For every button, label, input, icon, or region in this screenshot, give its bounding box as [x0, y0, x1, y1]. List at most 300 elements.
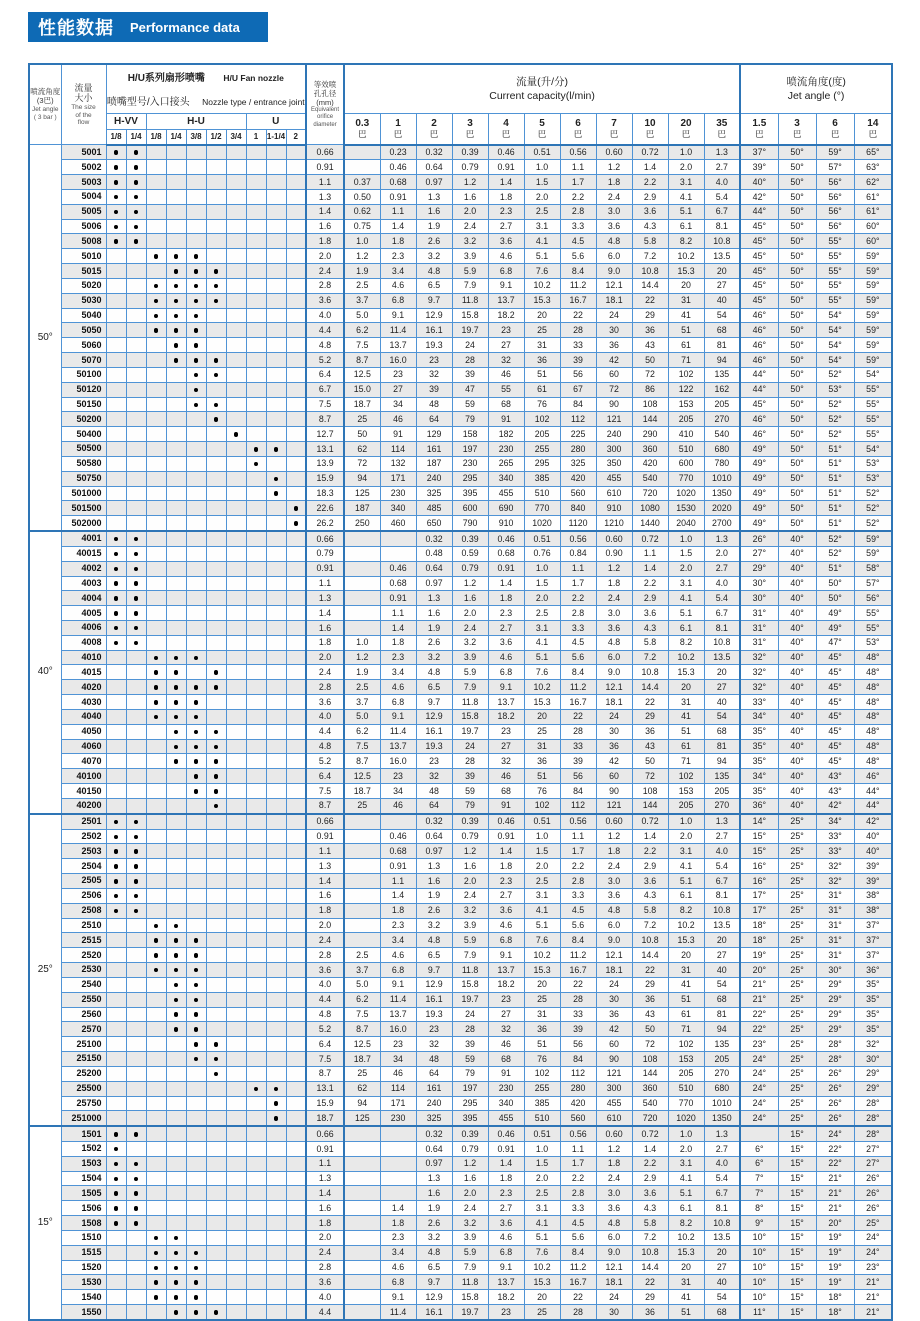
- flow-cell: 6.8: [380, 1275, 416, 1290]
- dot-cell: [186, 427, 206, 442]
- flow-cell: 6.8: [488, 933, 524, 948]
- dot-cell: [206, 1081, 226, 1096]
- dot-marker: [194, 254, 199, 259]
- jet-angle-cell: 54°: [816, 338, 854, 353]
- jet-angle-cell: 25°: [854, 1216, 892, 1231]
- orifice-cell: 8.7: [306, 798, 344, 813]
- dot-cell: [266, 1230, 286, 1245]
- flow-cell: 1.6: [452, 189, 488, 204]
- flow-cell: 0.60: [596, 814, 632, 829]
- table-row: [29, 1052, 892, 1067]
- jet-angle-cell: 55°: [854, 606, 892, 621]
- table-row: [29, 724, 892, 739]
- flow-cell: [344, 561, 380, 576]
- dot-cell: [266, 635, 286, 650]
- dot-cell: [226, 918, 246, 933]
- flow-cell: 1.1: [560, 160, 596, 175]
- dot-cell: [206, 1171, 226, 1186]
- flow-cell: 910: [488, 516, 524, 531]
- table-row: [29, 1126, 892, 1141]
- flow-cell: 4.6: [380, 680, 416, 695]
- flow-cell: 18.2: [488, 977, 524, 992]
- jet-angle-cell: 50°: [778, 160, 816, 175]
- flow-cell: 18.7: [344, 784, 380, 799]
- flow-cell: 0.76: [524, 546, 560, 561]
- dot-marker: [174, 1236, 179, 1241]
- flow-cell: 79: [452, 798, 488, 813]
- dot-marker: [114, 1132, 119, 1137]
- dot-cell: [106, 249, 126, 264]
- dot-cell: [206, 874, 226, 889]
- jet-angle-cell: 52°: [816, 546, 854, 561]
- model-cell: 50100: [61, 367, 106, 382]
- dot-cell: [226, 1245, 246, 1260]
- entrance-size-1: 1/4: [126, 130, 146, 145]
- table-row: [29, 1156, 892, 1171]
- dot-cell: [206, 471, 226, 486]
- flow-cell: 240: [416, 471, 452, 486]
- flow-cell: 16.7: [560, 293, 596, 308]
- dot-cell: [166, 754, 186, 769]
- flow-cell: 7.9: [452, 680, 488, 695]
- dot-cell: [266, 175, 286, 190]
- flow-cell: 28: [560, 724, 596, 739]
- dot-cell: [286, 367, 306, 382]
- table-row: [29, 175, 892, 190]
- flow-cell: 205: [524, 427, 560, 442]
- flow-cell: 2040: [668, 516, 704, 531]
- model-cell: 1515: [61, 1245, 106, 1260]
- dot-cell: [106, 1305, 126, 1320]
- flow-cell: 20: [668, 948, 704, 963]
- dot-cell: [206, 621, 226, 636]
- flow-cell: 18.7: [344, 1052, 380, 1067]
- dot-marker: [154, 1280, 159, 1285]
- flow-cell: 1.8: [380, 635, 416, 650]
- flow-cell: 5.1: [668, 606, 704, 621]
- flow-cell: 18.7: [344, 397, 380, 412]
- flow-cell: 71: [668, 754, 704, 769]
- dot-cell: [126, 1201, 146, 1216]
- dot-cell: [226, 427, 246, 442]
- dot-cell: [286, 249, 306, 264]
- dot-cell: [146, 576, 166, 591]
- jet-angle-cell: 15°: [778, 1260, 816, 1275]
- jet-angle-cell: 26°: [816, 1081, 854, 1096]
- flow-cell: 20: [524, 308, 560, 323]
- flow-cell: 30: [596, 323, 632, 338]
- table-row: [29, 769, 892, 784]
- flow-cell: 1.1: [560, 829, 596, 844]
- table-row: [29, 442, 892, 457]
- model-cell: 4030: [61, 695, 106, 710]
- flow-cell: 6.1: [668, 219, 704, 234]
- jet-angle-cell: 44°: [740, 204, 778, 219]
- jet-angle-cell: 18°: [816, 1290, 854, 1305]
- jet-angle-cell: 45°: [740, 264, 778, 279]
- model-cell: 50400: [61, 427, 106, 442]
- dot-marker: [134, 1206, 139, 1211]
- table-row: [29, 829, 892, 844]
- dot-cell: [186, 561, 206, 576]
- table-row: [29, 754, 892, 769]
- dot-cell: [146, 963, 166, 978]
- flow-cell: 2.6: [416, 1216, 452, 1231]
- flow-cell: 2020: [704, 501, 740, 516]
- dot-cell: [106, 888, 126, 903]
- dot-cell: [106, 1096, 126, 1111]
- dot-cell: [126, 933, 146, 948]
- dot-cell: [206, 278, 226, 293]
- dot-cell: [126, 427, 146, 442]
- flow-cell: 3.4: [380, 1245, 416, 1260]
- jet-angle-cell: 6°: [740, 1141, 778, 1156]
- flow-cell: 32: [488, 1022, 524, 1037]
- table-row: [29, 561, 892, 576]
- dot-marker: [114, 165, 119, 170]
- dot-cell: [166, 784, 186, 799]
- flow-cell: 3.1: [524, 888, 560, 903]
- flow-cell: 1.4: [488, 844, 524, 859]
- jet-angle-cell: 29°: [816, 1007, 854, 1022]
- orifice-cell: 4.4: [306, 724, 344, 739]
- dot-marker: [114, 1206, 119, 1211]
- jet-angle-cell: 54°: [816, 308, 854, 323]
- flow-cell: 2.7: [704, 561, 740, 576]
- jet-angle-cell: 45°: [816, 680, 854, 695]
- flow-cell: 295: [452, 1096, 488, 1111]
- dot-cell: [126, 1141, 146, 1156]
- model-cell: 50150: [61, 397, 106, 412]
- flow-cell: 4.8: [416, 1245, 452, 1260]
- flow-cell: 9.7: [416, 695, 452, 710]
- model-cell: 5015: [61, 264, 106, 279]
- jet-angle-cell: 25°: [778, 1052, 816, 1067]
- flow-cell: 11.8: [452, 963, 488, 978]
- dot-cell: [186, 903, 206, 918]
- dot-cell: [206, 903, 226, 918]
- dot-cell: [246, 456, 266, 471]
- flow-cell: 0.46: [488, 145, 524, 160]
- flow-cell: 2.5: [344, 948, 380, 963]
- dot-marker: [114, 835, 119, 840]
- flow-cell: 0.46: [380, 561, 416, 576]
- dot-marker: [134, 864, 139, 869]
- flow-cell: 1.8: [596, 1156, 632, 1171]
- dot-cell: [286, 874, 306, 889]
- model-cell: 4040: [61, 709, 106, 724]
- dot-cell: [286, 695, 306, 710]
- table-row: [29, 145, 892, 160]
- jet-angle-cell: 40°: [778, 724, 816, 739]
- dot-cell: [286, 798, 306, 813]
- flow-cell: 22: [560, 308, 596, 323]
- flow-cell: 1.9: [416, 1201, 452, 1216]
- dot-marker: [194, 685, 199, 690]
- jet-angle-cell: 40°: [778, 798, 816, 813]
- jet-angle-cell: 31°: [740, 606, 778, 621]
- dot-cell: [286, 412, 306, 427]
- dot-marker: [174, 358, 179, 363]
- dot-cell: [266, 353, 286, 368]
- dot-cell: [106, 874, 126, 889]
- dot-cell: [106, 323, 126, 338]
- dot-cell: [266, 1290, 286, 1305]
- dot-cell: [126, 501, 146, 516]
- flow-cell: 51: [668, 724, 704, 739]
- jet-angle-cell: 45°: [740, 234, 778, 249]
- dot-cell: [166, 1141, 186, 1156]
- dot-cell: [126, 1081, 146, 1096]
- dot-cell: [206, 204, 226, 219]
- flow-cell: 102: [668, 1037, 704, 1052]
- dot-cell: [126, 903, 146, 918]
- flow-cell: 0.97: [416, 175, 452, 190]
- dot-cell: [106, 501, 126, 516]
- flow-cell: 0.51: [524, 145, 560, 160]
- dot-cell: [246, 650, 266, 665]
- dot-cell: [266, 501, 286, 516]
- jet-angle-cell: 15°: [778, 1305, 816, 1320]
- orifice-cell: 2.0: [306, 249, 344, 264]
- flow-cell: 4.8: [416, 933, 452, 948]
- jet-angle-cell: 35°: [854, 1022, 892, 1037]
- jet-angle-cell: 50°: [778, 456, 816, 471]
- jet-angle-3bar-en2: ( 3 bar ): [33, 113, 57, 121]
- dot-cell: [166, 903, 186, 918]
- table-row: [29, 501, 892, 516]
- dot-cell: [146, 621, 166, 636]
- flow-cell: 19.7: [452, 724, 488, 739]
- flow-cell: 94: [704, 754, 740, 769]
- flow-cell: 2.7: [488, 1201, 524, 1216]
- flow-cell: 2.4: [596, 859, 632, 874]
- dot-cell: [186, 189, 206, 204]
- orifice-cell: 7.5: [306, 1052, 344, 1067]
- dot-marker: [114, 239, 119, 244]
- table-row: [29, 1096, 892, 1111]
- flow-cell: 1.4: [632, 1141, 668, 1156]
- jet-angle-cell: 26°: [816, 1066, 854, 1081]
- dot-cell: [266, 219, 286, 234]
- dot-cell: [246, 175, 266, 190]
- pressure-col-3bar: 3 巴: [452, 114, 488, 145]
- nozzle-zh2: 喷嘴型号/入口接头: [106, 97, 190, 108]
- dot-cell: [146, 754, 166, 769]
- flow-cell: 1.6: [452, 859, 488, 874]
- dot-marker: [154, 715, 159, 720]
- dot-cell: [206, 353, 226, 368]
- dot-cell: [186, 175, 206, 190]
- flow-cell: 28: [560, 323, 596, 338]
- flow-cell: 1.2: [452, 576, 488, 591]
- flow-cell: 6.2: [344, 724, 380, 739]
- dot-cell: [126, 635, 146, 650]
- dot-cell: [266, 888, 286, 903]
- jet-angle-cell: 62°: [854, 175, 892, 190]
- flow-cell: 455: [596, 471, 632, 486]
- model-cell: 2560: [61, 1007, 106, 1022]
- flow-cell: 0.46: [380, 160, 416, 175]
- model-cell: 5004: [61, 189, 106, 204]
- dot-cell: [226, 1156, 246, 1171]
- jet-angle-cell: 31°: [816, 948, 854, 963]
- flow-cell: 5.1: [668, 1186, 704, 1201]
- jet-angle-cell: 26°: [854, 1186, 892, 1201]
- dot-cell: [126, 338, 146, 353]
- orifice-cell: 15.9: [306, 471, 344, 486]
- flow-cell: 91: [380, 427, 416, 442]
- dot-cell: [286, 754, 306, 769]
- jet-angle-cell: 42°: [816, 798, 854, 813]
- flow-cell: 187: [416, 456, 452, 471]
- flow-cell: 2.0: [524, 189, 560, 204]
- dot-marker: [114, 1221, 119, 1226]
- jet-angle-cell: 25°: [778, 977, 816, 992]
- table-row: [29, 516, 892, 531]
- jet-angle-cell: 31°: [816, 918, 854, 933]
- table-row: [29, 665, 892, 680]
- dot-cell: [106, 204, 126, 219]
- flow-cell: 39: [416, 382, 452, 397]
- flow-cell: 62: [344, 1081, 380, 1096]
- flow-cell: 9.1: [380, 709, 416, 724]
- dot-cell: [226, 338, 246, 353]
- table-row: [29, 1141, 892, 1156]
- model-cell: 40015: [61, 546, 106, 561]
- dot-cell: [126, 278, 146, 293]
- dot-marker: [174, 1280, 179, 1285]
- flow-cell: 39: [560, 754, 596, 769]
- flow-cell: 56: [560, 769, 596, 784]
- orifice-cell: 7.5: [306, 784, 344, 799]
- flow-cell: 6.5: [416, 948, 452, 963]
- flow-cell: 3.0: [596, 874, 632, 889]
- flow-cell: 20: [668, 1260, 704, 1275]
- jet-angle-cell: 37°: [854, 918, 892, 933]
- dot-marker: [154, 670, 159, 675]
- dot-cell: [166, 145, 186, 160]
- flow-cell: 68: [488, 784, 524, 799]
- dot-cell: [186, 1260, 206, 1275]
- dot-cell: [166, 798, 186, 813]
- jet-angle-cell: 46°: [740, 412, 778, 427]
- flow-cell: 5.4: [704, 859, 740, 874]
- model-cell: 4003: [61, 576, 106, 591]
- dot-marker: [194, 328, 199, 333]
- flow-cell: 8.1: [704, 888, 740, 903]
- dot-cell: [286, 1201, 306, 1216]
- jet-angle-cell: 33°: [816, 844, 854, 859]
- flow-cell: 1.3: [704, 814, 740, 829]
- orifice-zh2: 孔孔径: [313, 89, 337, 99]
- dot-marker: [194, 730, 199, 735]
- flow-cell: 15.3: [524, 1275, 560, 1290]
- jet-angle-cell: 48°: [854, 695, 892, 710]
- jet-angle-cell: 48°: [854, 650, 892, 665]
- dot-cell: [226, 963, 246, 978]
- orifice-cell: 4.0: [306, 709, 344, 724]
- jet-angle-cell: 40°: [778, 680, 816, 695]
- orifice-cell: 18.7: [306, 1111, 344, 1126]
- flow-cell: 1.3: [416, 189, 452, 204]
- flow-cell: 680: [704, 442, 740, 457]
- dot-cell: [166, 442, 186, 457]
- dot-cell: [106, 471, 126, 486]
- flow-cell: 4.6: [488, 249, 524, 264]
- flow-cell: 9.7: [416, 293, 452, 308]
- flow-cell: 9.0: [596, 1245, 632, 1260]
- orifice-cell: 0.79: [306, 546, 344, 561]
- flow-cell: 2.3: [488, 874, 524, 889]
- flow-cell: 15.8: [452, 308, 488, 323]
- dot-cell: [226, 829, 246, 844]
- flow-cell: 1.1: [632, 546, 668, 561]
- dot-cell: [146, 516, 166, 531]
- flow-cell: 3.2: [452, 635, 488, 650]
- orifice-cell: 2.0: [306, 918, 344, 933]
- flow-cell: 7.5: [344, 739, 380, 754]
- dot-marker: [174, 670, 179, 675]
- table-row: [29, 844, 892, 859]
- dot-cell: [106, 606, 126, 621]
- flow-cell: 2.4: [452, 621, 488, 636]
- dot-cell: [106, 1141, 126, 1156]
- dot-cell: [226, 695, 246, 710]
- dot-cell: [186, 1201, 206, 1216]
- flow-cell: 81: [704, 739, 740, 754]
- flow-cell: 0.50: [344, 189, 380, 204]
- orifice-cell: 3.6: [306, 1275, 344, 1290]
- jet-angle-cell: 25°: [778, 903, 816, 918]
- dot-cell: [226, 859, 246, 874]
- jet-angle-cell: 36°: [854, 963, 892, 978]
- dot-cell: [126, 308, 146, 323]
- flow-cell: 68: [704, 992, 740, 1007]
- dot-cell: [146, 784, 166, 799]
- dot-cell: [246, 249, 266, 264]
- dot-marker: [134, 641, 139, 646]
- dot-cell: [106, 546, 126, 561]
- dot-cell: [126, 695, 146, 710]
- dot-cell: [106, 1156, 126, 1171]
- flow-cell: 19.7: [452, 323, 488, 338]
- dot-cell: [126, 412, 146, 427]
- dot-cell: [226, 754, 246, 769]
- table-row: [29, 1007, 892, 1022]
- flow-cell: 39: [452, 769, 488, 784]
- table-row: [29, 695, 892, 710]
- flow-cell: 2.2: [632, 844, 668, 859]
- dot-cell: [146, 204, 166, 219]
- dot-cell: [286, 784, 306, 799]
- orifice-cell: 1.1: [306, 576, 344, 591]
- flow-cell: 6.7: [704, 606, 740, 621]
- dot-cell: [186, 486, 206, 501]
- flow-cell: 8.4: [560, 933, 596, 948]
- dot-cell: [126, 591, 146, 606]
- jet-angle-cell: 28°: [854, 1111, 892, 1126]
- flow-cell: 2.8: [560, 606, 596, 621]
- dot-marker: [134, 239, 139, 244]
- model-cell: 25150: [61, 1052, 106, 1067]
- dot-marker: [134, 1221, 139, 1226]
- flow-cell: 3.6: [632, 204, 668, 219]
- flow-cell: 23: [380, 367, 416, 382]
- jet-angle-cell: 21°: [854, 1275, 892, 1290]
- jet-angle-cell: 55°: [816, 234, 854, 249]
- jet-angle-cell: 15°: [778, 1275, 816, 1290]
